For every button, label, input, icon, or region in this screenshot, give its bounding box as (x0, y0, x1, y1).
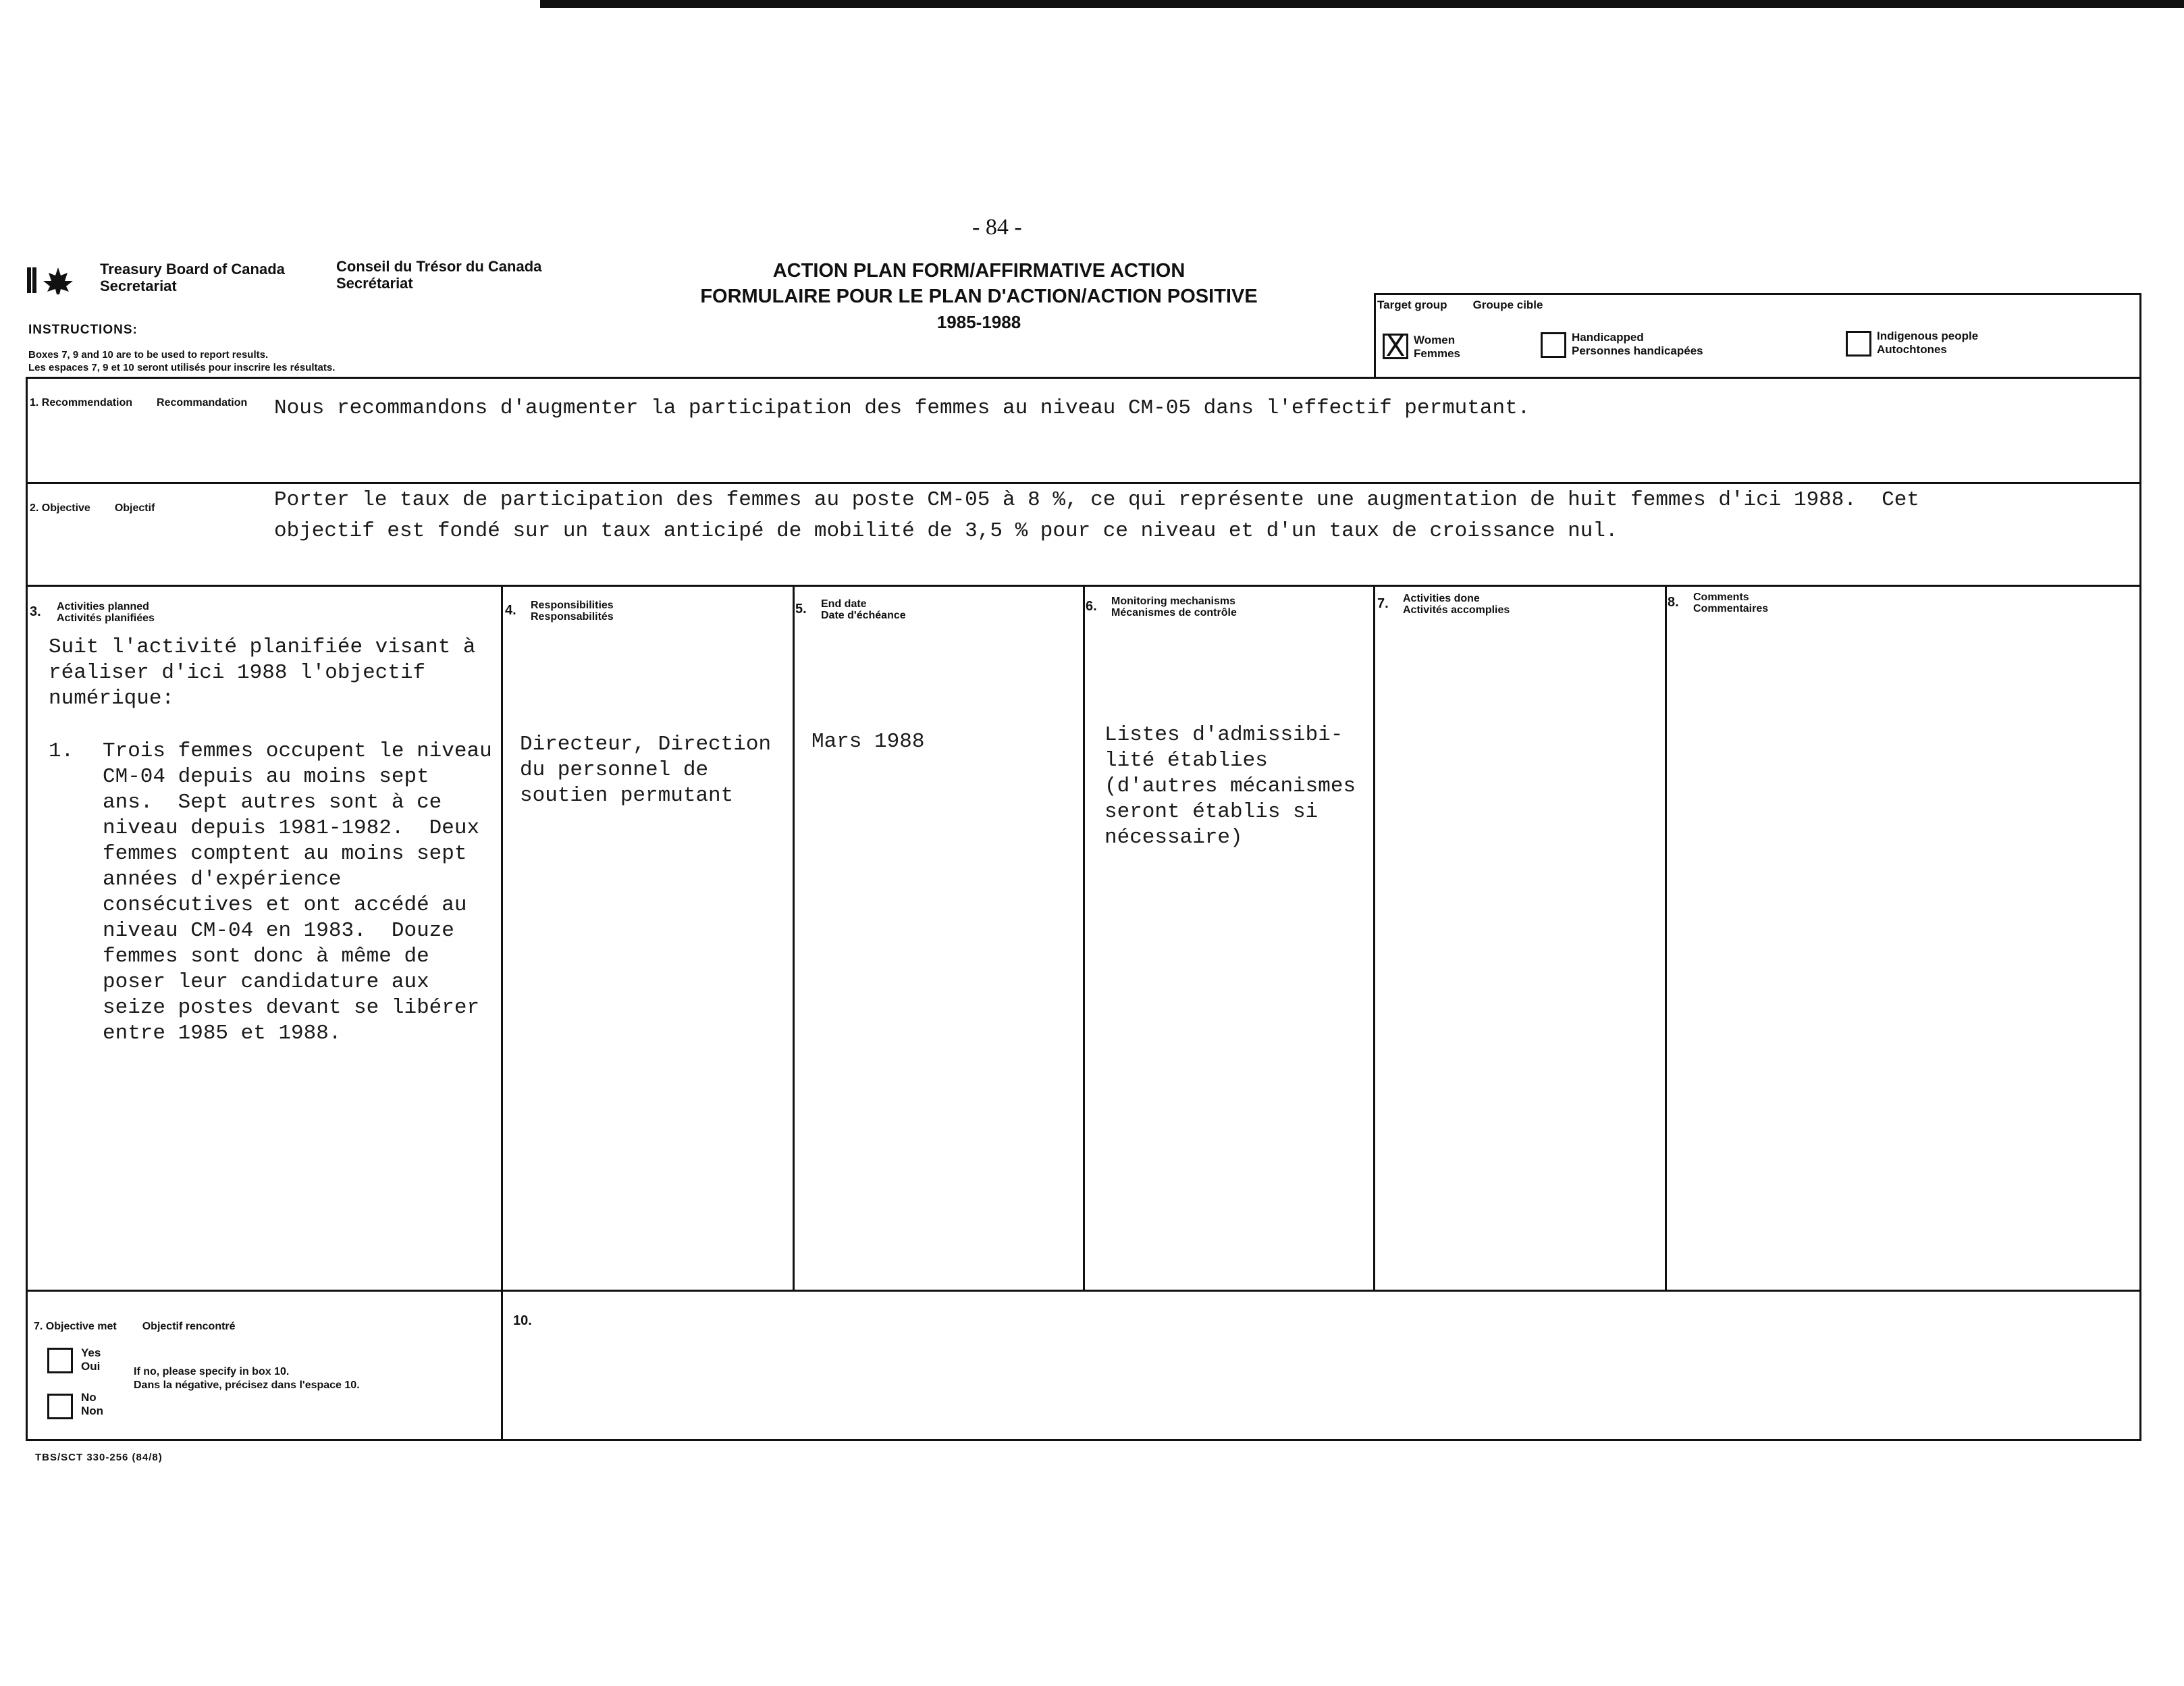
target-handicapped-checkbox[interactable] (1541, 332, 1566, 358)
box2-label: 2. Objective Objectif (30, 502, 155, 514)
end-date-text: Mars 1988 (811, 730, 925, 754)
top-scan-edge (540, 0, 2184, 8)
objective-met-no-checkbox[interactable] (47, 1394, 73, 1419)
objective-met-no-label: No Non (81, 1391, 104, 1417)
box10-label: 10. (513, 1313, 532, 1328)
divider-columns (26, 1290, 2141, 1292)
column-divider-3-4 (501, 585, 503, 1441)
objective-met-note: If no, please specify in box 10. Dans la négative, précisez dans l'espace 10. (134, 1366, 360, 1391)
instructions-heading: INSTRUCTIONS: (28, 323, 138, 337)
target-group-label: Target group Groupe cible (1377, 298, 1543, 311)
page-number: - 84 - (972, 215, 1022, 240)
monitoring-text: Listes d'admissibi- lité établies (d'autres mécanismes seront établis si nécessaire) (1104, 723, 1356, 849)
column-divider-6-7 (1373, 585, 1375, 1290)
org-name-fr: Conseil du Trésor du Canada Secrétariat (336, 258, 542, 292)
target-indigenous-label: Indigenous people Autochtones (1877, 330, 1979, 356)
org-name-en: Treasury Board of Canada Secretariat (100, 261, 285, 294)
instructions-text: Boxes 7, 9 and 10 are to be used to report results. Les espaces 7, 9 et 10 seront utilisés pour inscrire les résultats. (28, 349, 336, 373)
col3-header: 3. Activities planned Activités planifiées (30, 601, 155, 624)
objective-met-yes-checkbox[interactable] (47, 1348, 73, 1373)
col8-header: 8. Comments Commentaires (1668, 591, 1769, 614)
col4-header: 4. Responsibilities Responsabilités (505, 600, 614, 623)
form-title: ACTION PLAN FORM/AFFIRMATIVE ACTION FORMULAIRE POUR LE PLAN D'ACTION/ACTION POSITIVE 1985-1988 (700, 260, 1258, 332)
activities-item-number: 1. (49, 739, 74, 763)
column-divider-5-6 (1083, 585, 1085, 1290)
box1-label: 1. Recommendation Recommandation (30, 397, 248, 409)
target-handicapped-label: Handicapped Personnes handicapées (1572, 331, 1703, 357)
activities-intro: Suit l'activité planifiée visant à réaliser d'ici 1988 l'objectif numérique: (49, 635, 476, 710)
activities-item-text: Trois femmes occupent le niveau CM-04 depuis au moins sept ans. Sept autres sont à ce niveau depuis 1981-1982. Deux femmes comptent au moins sept années d'expérience consécutives et ont accédé au niveau CM-04 en 1983. Douze femmes sont donc à même de poser leur candidature aux seize postes devant se libérer entre 1985 et 1988. (103, 739, 492, 1045)
target-women-checkbox[interactable]: X (1383, 334, 1408, 359)
target-indigenous-checkbox[interactable] (1846, 331, 1871, 357)
column-divider-4-5 (793, 585, 795, 1290)
objective-line-1: Porter le taux de participation des femmes au poste CM-05 à 8 %, ce qui représente une augmentation de huit femmes d'ici 1988. Cet (274, 488, 1919, 512)
objective-met-yes-label: Yes Oui (81, 1346, 101, 1373)
divider-box1 (26, 482, 2141, 484)
responsibilities-text: Directeur, Direction du personnel de soutien permutant (520, 733, 772, 808)
form-code: TBS/SCT 330-256 (84/8) (35, 1452, 163, 1463)
col7-header: 7. Activities done Activités accomplies (1377, 593, 1510, 616)
objective-met-label: 7. Objective met Objectif rencontré (34, 1321, 236, 1332)
col5-header: 5. End date Date d'échéance (795, 598, 906, 621)
col6-header: 6. Monitoring mechanisms Mécanismes de contrôle (1086, 596, 1237, 618)
target-women-label: Women Femmes (1414, 334, 1460, 360)
recommendation-text: Nous recommandons d'augmenter la participation des femmes au niveau CM-05 dans l'effectif permutant. (274, 396, 1530, 420)
column-divider-7-8 (1665, 585, 1667, 1290)
objective-line-2: objectif est fondé sur un taux anticipé de mobilité de 3,5 % pour ce niveau et d'un taux de croissance nul. (274, 519, 1618, 543)
canada-flag-logo-icon (26, 265, 77, 296)
